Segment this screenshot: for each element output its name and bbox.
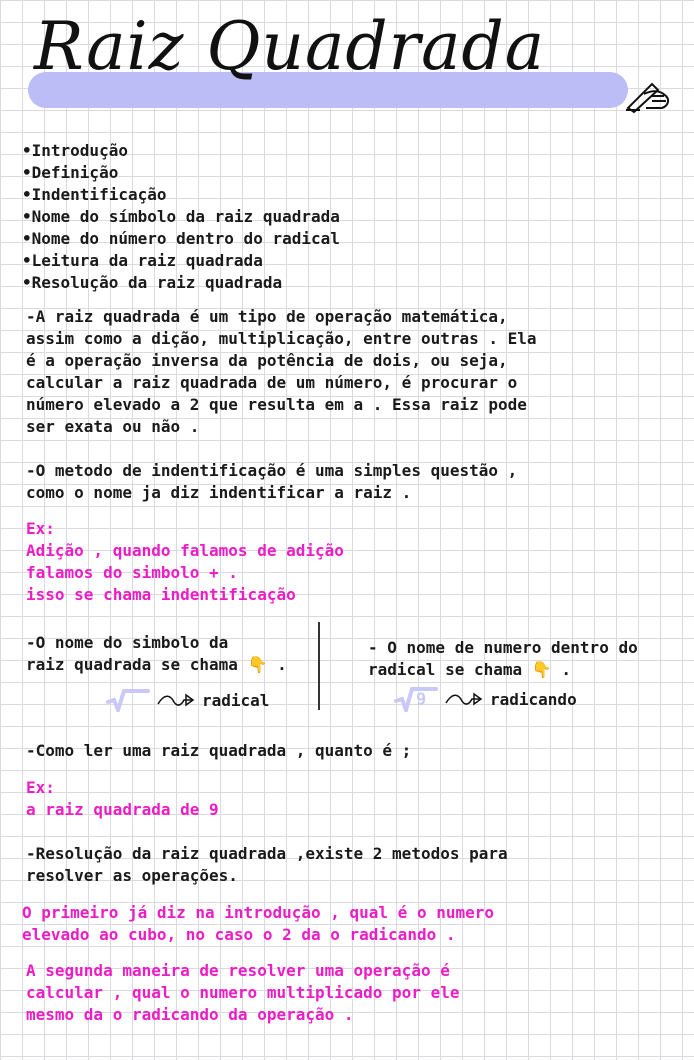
radicand-example: [394, 686, 577, 712]
example1-label: Ex:: [26, 519, 55, 538]
radicand-symbol: [394, 686, 438, 712]
table-of-contents: [22, 140, 340, 294]
toc-item: •Introdução: [22, 141, 128, 160]
page-title: Raiz Quadrada: [34, 8, 546, 85]
radical-label: radical: [202, 690, 270, 710]
toc-item: •Nome do símbolo da raiz quadrada: [22, 207, 340, 226]
example2-label: Ex:: [26, 778, 55, 797]
radicand-name-text: - O nome de numero dentro do radical se chama 👇 .: [368, 638, 638, 679]
column-divider: [318, 622, 320, 710]
radicand-digit: 9: [416, 690, 427, 710]
method2-paragraph: A segunda maneira de resolver uma operação é calcular , qual o numero multiplicado por ele mesmo da o radicando da operação .: [26, 961, 460, 1024]
writing-hand-icon: [622, 74, 674, 114]
definition-paragraph: -A raiz quadrada é um tipo de operação matemática, assim como a dição, multiplicação, entre outras . Ela é a operação inversa da potência de dois, ou seja, calcular a raiz quadrada de um número, é procurar o número elevado a 2 que resulta em a . Essa raiz pode ser exata ou não .: [26, 307, 537, 436]
toc-item: •Nome do número dentro do radical: [22, 229, 340, 248]
radical-symbol-icon: [106, 688, 150, 712]
toc-item: •Resolução da raiz quadrada: [22, 273, 283, 292]
resolution-paragraph: -Resolução da raiz quadrada ,existe 2 metodos para resolver as operações.: [26, 844, 508, 885]
example2-text: a raiz quadrada de 9: [26, 800, 219, 819]
radical-example: [106, 688, 269, 712]
arrow-icon: [444, 689, 484, 709]
method1-paragraph: O primeiro já diz na introdução , qual é o numero elevado ao cubo, no caso o 2 da o radicando .: [22, 903, 495, 944]
identification-paragraph: -O metodo de indentificação é uma simples questão , como o nome ja diz indentificar a raiz .: [26, 461, 518, 502]
reading-paragraph: -Como ler uma raiz quadrada , quanto é ;: [26, 741, 412, 760]
toc-item: •Definição: [22, 163, 119, 182]
toc-item: •Leitura da raiz quadrada: [22, 251, 263, 270]
arrow-icon: [156, 690, 196, 710]
symbol-name-text: -O nome do simbolo da raiz quadrada se chama 👇 .: [26, 633, 287, 674]
radicand-label: radicando: [490, 689, 577, 709]
example1-text: Adição , quando falamos de adição falamos do simbolo + . isso se chama indentificação: [26, 541, 344, 604]
toc-item: •Indentificação: [22, 185, 167, 204]
